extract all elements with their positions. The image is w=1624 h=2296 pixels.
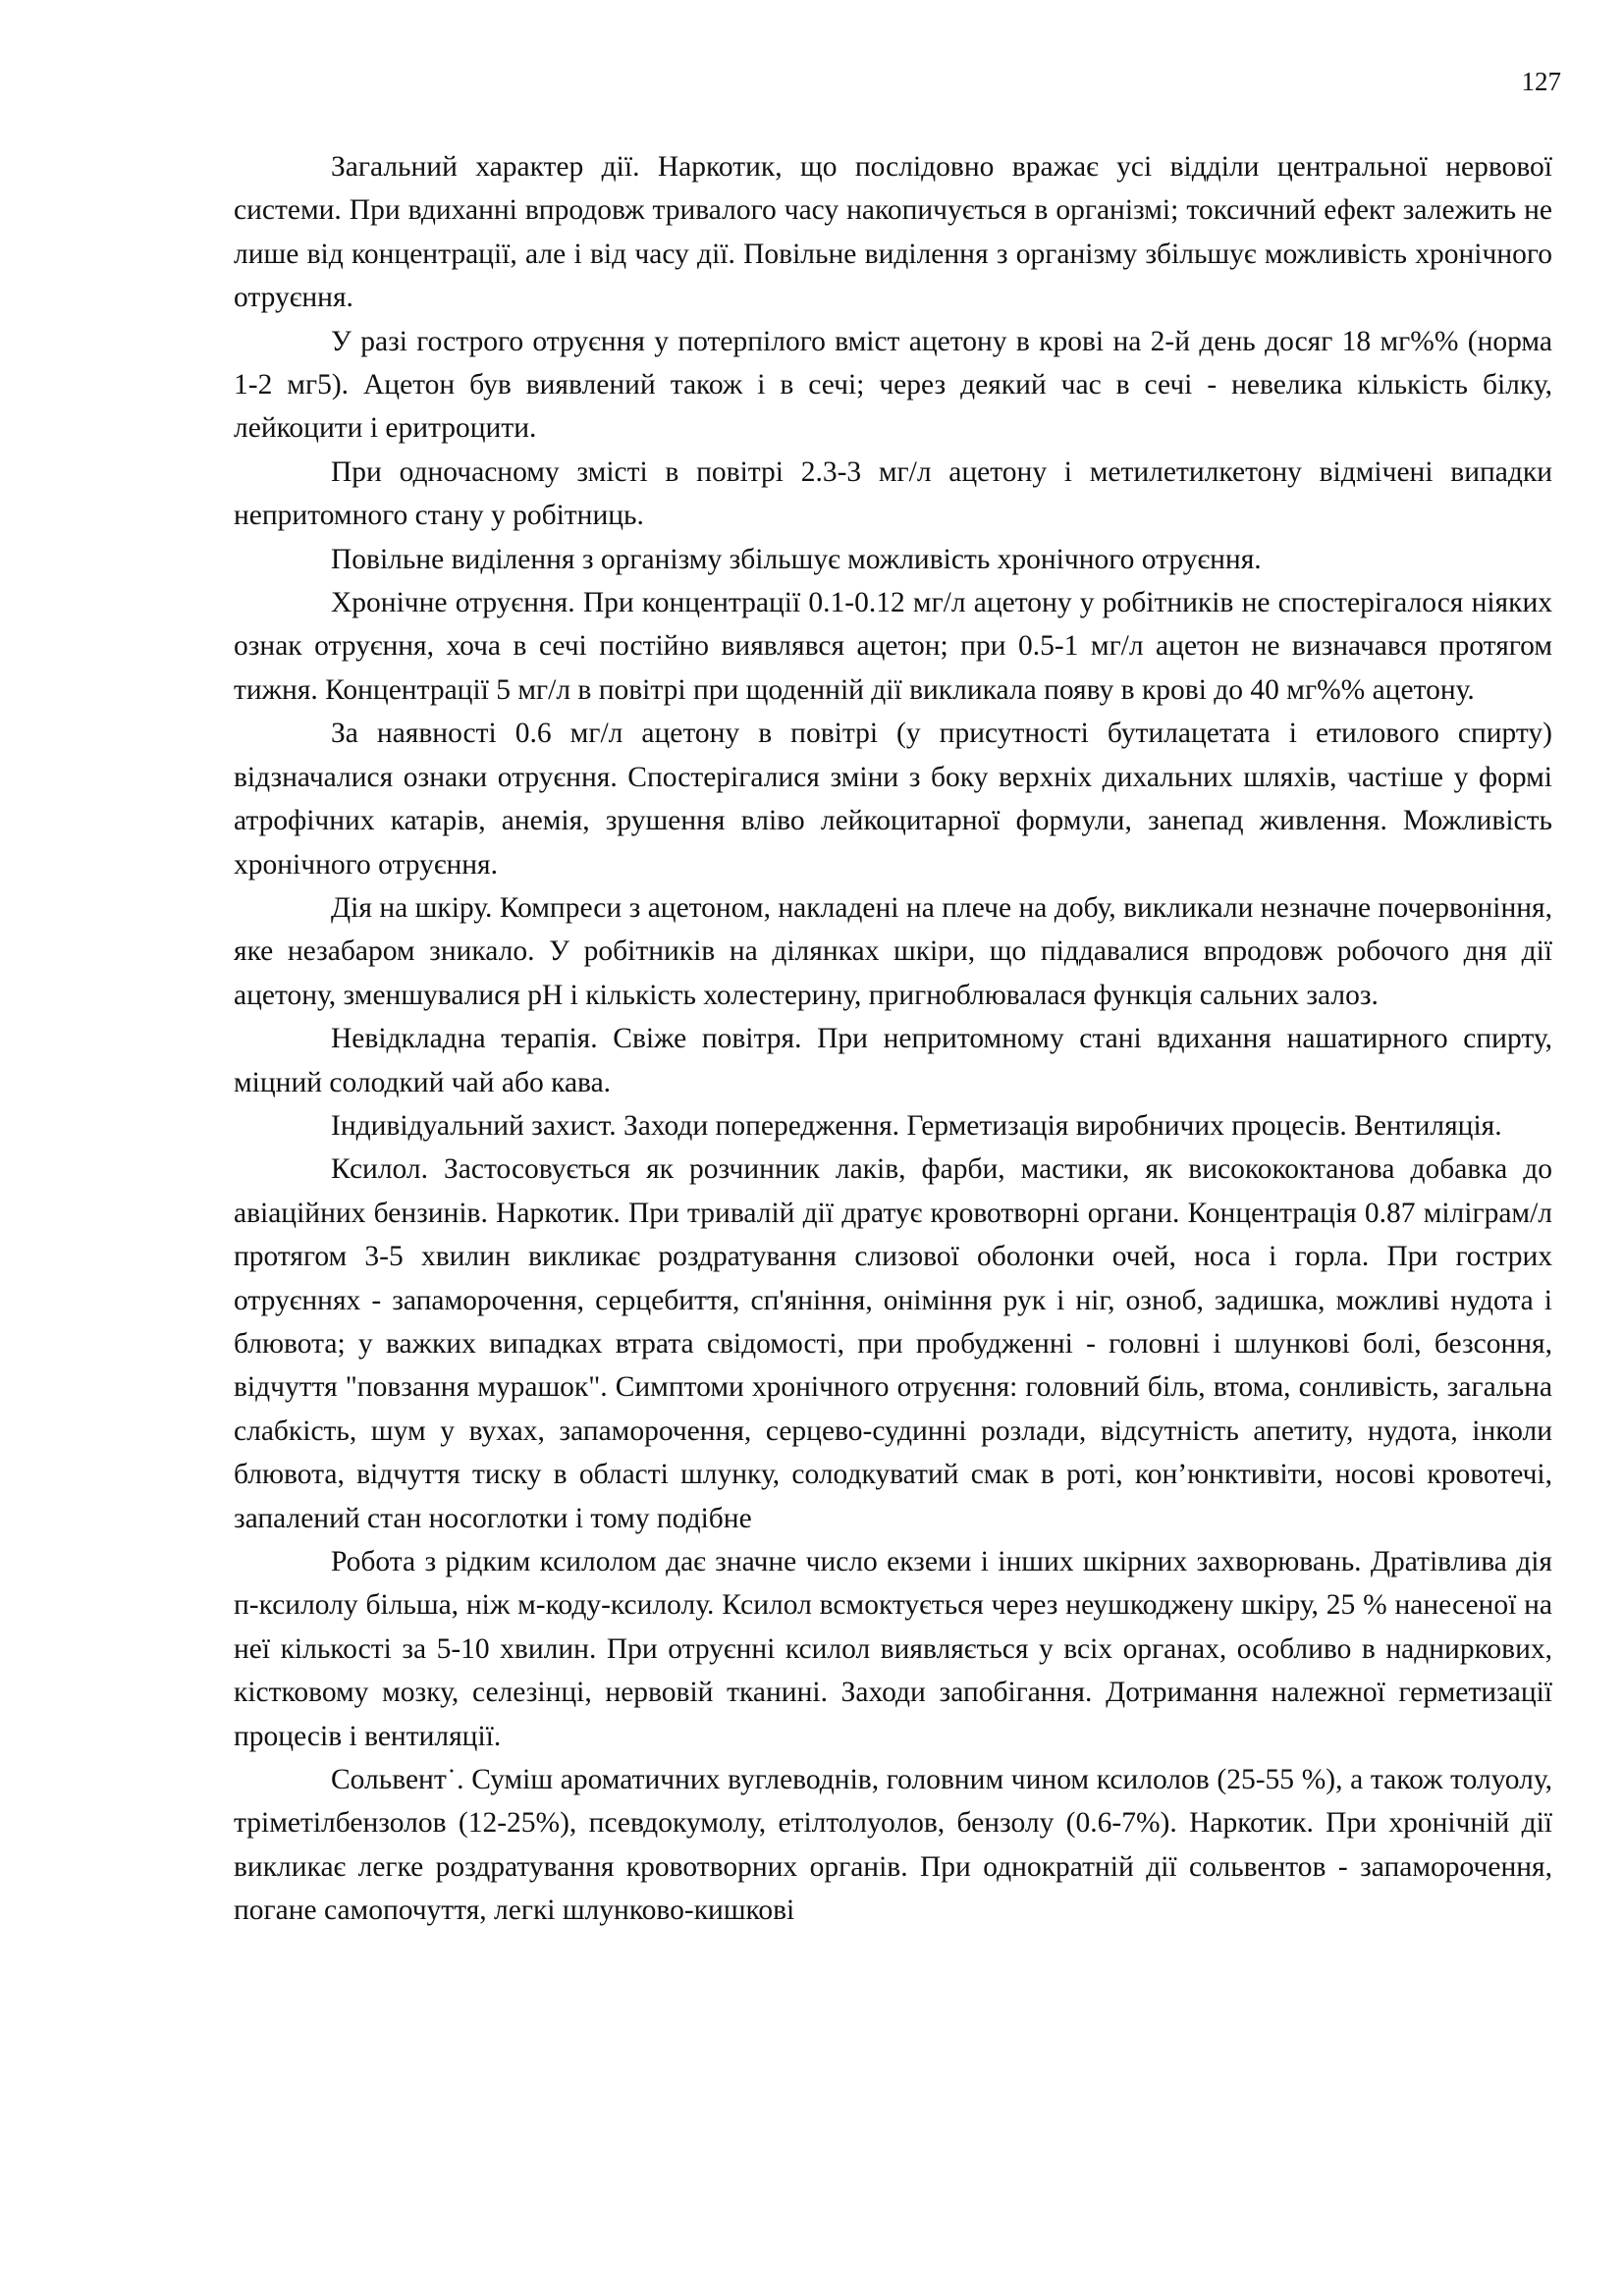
paragraph-acute-poisoning: У разі гострого отруєння у потерпілого вміст ацетону в крові на 2-й день досяг 18 мг%% (норма 1-2 мг5). Ацетон був виявлений також і в сечі; через деякий час в сечі - невелика кількість білку, лейкоцити і еритроцити. [234, 325, 1552, 445]
paragraph-simultaneous-content: При одночасному змісті в повітрі 2.3-3 мг/л ацетону і метилетилкетону відмічені випадки непритомного стану у робітниць. [234, 455, 1552, 532]
page-number: 127 [1521, 67, 1561, 96]
paragraph-general-action: Загальний характер дії. Наркотик, що послідовно вражає усі відділи центральної нервової системи. При вдиханні впродовж тривалого часу накопичується в організмі; токсичний ефект залежить не лише від концентрації, але і від часу дії. Повільне виділення з організму збільшує можливість хронічного отруєння. [234, 151, 1552, 314]
paragraph-slow-excretion: Повільне виділення з організму збільшує можливість хронічного отруєння. [331, 543, 1262, 575]
paragraph-liquid-xylene-work: Робота з рідким ксилолом дає значне число екземи і інших шкірних захворювань. Дратівлива дія п-ксилолу більша, ніж м-коду-ксилолу. Ксилол всмоктується через неушкоджену шкіру, 25 % нанесеної на неї кількості за 5-10 хвилин. При отруєнні ксилол виявляється у всіх органах, особливо в надниркових, кістковому мозку, селезінці, нервовій тканині. Заходи запобігання. Дотримання належної герметизації процесів і вентиляції. [234, 1546, 1552, 1752]
paragraph-individual-protection: Індивідуальний захист. Заходи попередження. Герметизація виробничих процесів. Вентиляція. [331, 1109, 1502, 1142]
page-body [234, 145, 1552, 1933]
paragraph-chronic-poisoning: Хронічне отруєння. При концентрації 0.1-0.12 мг/л ацетону у робітників не спостерігалося ніяких ознак отруєння, хоча в сечі постійно виявлявся ацетон; при 0.5-1 мг/л ацетон не визначався протягом тижня. Концентрації 5 мг/л в повітрі при щоденній дії викликала появу в крові до 40 мг%% ацетону. [234, 587, 1552, 706]
paragraph-emergency-therapy: Невідкладна терапія. Свіже повітря. При непритомному стані вдихання нашатирного спирту, міцний солодкий чай або кава. [234, 1023, 1552, 1098]
paragraph-xylene: Ксилол. Застосовується як розчинник лаків, фарби, мастики, як високококтанова добавка до авіаційних бензинів. Наркотик. При тривалій дії дратує кровотворні органи. Концентрація 0.87 міліграм/л протягом 3-5 хвилин викликає роздратування слизової оболонки очей, носа і горла. При гострих отруєннях - запаморочення, серцебиття, сп'яніння, оніміння рук і ніг, озноб, задишка, можливі нудота і блювота; у важких випадках втрата свідомості, при пробудженні - головні і шлункові болі, безсоння, відчуття "повзання мурашок". Симптоми хронічного отруєння: головний біль, втома, сонливість, загальна слабкість, шум у вухах, запаморочення, серцево-судинні розлади, відсутність апетиту, нудота, інколи блювота, відчуття тиску в області шлунку, солодкуватий смак в роті, кон’юнктивіти, носові кровотечі, запалений стан носоглотки і тому подібне [234, 1153, 1552, 1534]
paragraph-presence-in-air: За наявності 0.6 мг/л ацетону в повітрі (у присутності бутилацетата і етилового спирту) відзначалися ознаки отруєння. Спостерігалися зміни з боку верхніх дихальних шляхів, частіше у формі атрофічних катарів, анемія, зрушення вліво лейкоцитарної формули, занепад живлення. Можливість хронічного отруєння. [234, 718, 1552, 881]
paragraph-skin-effect: Дія на шкіру. Компреси з ацетоном, накладені на плече на добу, викликали незначне почервоніння, яке незабаром зникало. У робітників на ділянках шкіри, що піддавалися впродовж робочого дня дії ацетону, зменшувалися pH і кількість холестерину, пригноблювалася функція сальних залоз. [234, 891, 1552, 1011]
paragraph-solvent: Сольвент˙. Суміш ароматичних вуглеводнів, головним чином ксилолов (25-55 %), а також толуолу, тріметілбензолов (12-25%), псевдокумолу, етілтолуолов, бензолу (0.6-7%). Наркотик. При хронічній дії викликає легке роздратування кровотворних органів. При однократній дії сольвентов - запаморочення, погане самопочуття, легкі шлунково-кишкові [234, 1764, 1552, 1927]
